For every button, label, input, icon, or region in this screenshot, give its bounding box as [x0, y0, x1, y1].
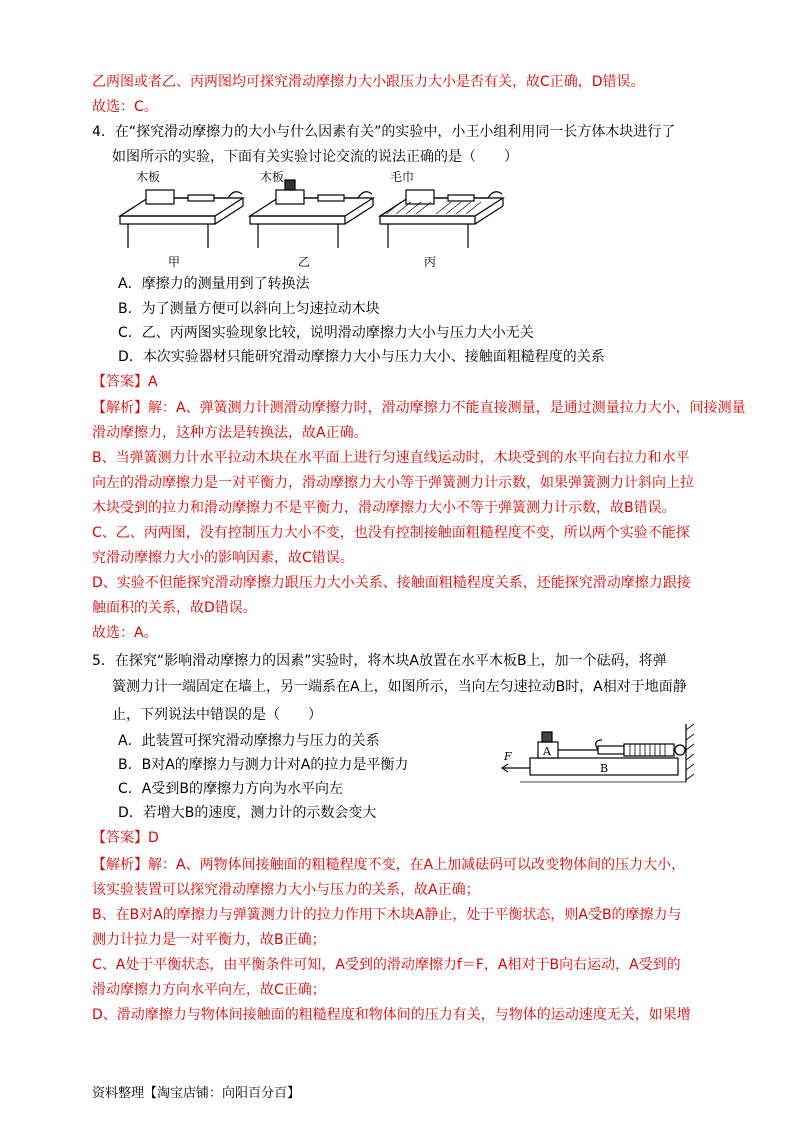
fig4-caption-bing: 丙	[424, 255, 437, 269]
fig4-label-bing-surface: 毛巾	[390, 170, 415, 184]
question-5-answer: 【答案】D	[92, 830, 159, 846]
question-4-explanation: B、当弹簧测力计水平拉动木块在水平面上进行匀速直线运动时，木块受到的水平向右拉力和水平	[92, 450, 690, 466]
friction-experiment-figure	[118, 168, 508, 270]
question-4-option-a: A．摩擦力的测量用到了转换法	[118, 276, 310, 292]
question-5-stem: 5．在探究“影响滑动摩擦力的因素”实验时，将木块A放置在水平木板B上，加一个砝码，将弹	[92, 653, 667, 669]
question-5-stem-cont: 止，下列说法中错误的是（ ）	[112, 707, 322, 723]
question-5-option-a: A．此装置可探究滑动摩擦力与压力的关系	[118, 733, 380, 749]
question-5-explanation: 测力计拉力是一对平衡力，故B正确；	[92, 932, 326, 948]
friction-apparatus-figure	[500, 722, 700, 784]
question-4-explanation: 木块受到的拉力和滑动摩擦力不是平衡力，滑动摩擦力大小不等于弹簧测力计示数，故B错误。	[92, 500, 676, 516]
fig5-label-a: A	[543, 745, 551, 758]
page-footer: 资料整理【淘宝店铺：向阳百分百】	[92, 1086, 301, 1101]
question-4-option-b: B．为了测量方便可以斜向上匀速拉动木块	[118, 301, 380, 317]
fig4-label-yi-surface: 木板	[260, 170, 285, 184]
question-4-explanation: 究滑动摩擦力大小的影响因素，故C错误。	[92, 550, 354, 566]
fig4-caption-jia: 甲	[168, 255, 181, 269]
question-5-stem-cont: 簧测力计一端固定在墙上，另一端系在A上，如图所示，当向左匀速拉动B时，A相对于地面静	[112, 679, 687, 695]
explanation-line: 乙两图或者乙、丙两图均可探究滑动摩擦力大小跟压力大小是否有关，故C正确，D错误。	[92, 74, 645, 90]
question-4-answer: 【答案】A	[92, 374, 158, 390]
fig4-label-jia-surface: 木板	[136, 170, 161, 184]
question-4-option-d: D．本次实验器材只能研究滑动摩擦力大小与压力大小、接触面粗糙程度的关系	[118, 349, 605, 365]
question-5-explanation: 【解析】解：A、两物体间接触面的粗糙程度不变，在A上加减砝码可以改变物体间的压力大小，	[92, 857, 686, 873]
question-5-explanation: 该实验装置可以探究滑动摩擦力大小与压力的关系，故A正确；	[92, 882, 480, 898]
fig5-label-b: B	[600, 762, 609, 775]
question-5-option-b: B．B对A的摩擦力与测力计对A的拉力是平衡力	[118, 757, 409, 773]
question-4-select: 故选：A。	[92, 625, 158, 641]
question-4-stem-cont: 如图所示的实验，下面有关实验讨论交流的说法正确的是（ ）	[112, 149, 518, 165]
question-4-explanation: C、乙、丙两图，没有控制压力大小不变，也没有控制接触面粗糙程度不变，所以两个实验不能探	[92, 525, 690, 541]
question-4-explanation: 向左的滑动摩擦力是一对平衡力，滑动摩擦力大小等于弹簧测力计示数，如果弹簧测力计斜向上拉	[92, 475, 694, 491]
question-4-explanation: 【解析】解：A、弹簧测力计测滑动摩擦力时，滑动摩擦力不能直接测量，是通过测量拉力大小，间接测量	[92, 400, 746, 416]
fig4-caption-yi: 乙	[298, 255, 311, 269]
question-5-explanation: D、滑动摩擦力与物体间接触面的粗糙程度和物体间的压力有关，与物体的运动速度无关，如果增	[92, 1007, 691, 1023]
question-5-option-d: D．若增大B的速度，测力计的示数会变大	[118, 805, 377, 821]
question-4-option-c: C．乙、丙两图实验现象比较，说明滑动摩擦力大小与压力大小无关	[118, 325, 534, 341]
fig5-label-force: F	[504, 750, 512, 763]
question-4-explanation: 触面积的关系，故D错误。	[92, 600, 257, 616]
question-5-explanation: B、在B对A的摩擦力与弹簧测力计的拉力作用下木块A静止，处于平衡状态，则A受B的摩擦力与	[92, 907, 682, 923]
answer-select-line: 故选：C。	[92, 99, 158, 115]
question-4-stem: 4．在“探究滑动摩擦力的大小与什么因素有关”的实验中，小王小组利用同一长方体木块进行了	[92, 124, 676, 140]
question-5-option-c: C．A受到B的摩擦力方向为水平向左	[118, 781, 343, 797]
question-4-explanation: D、实验不但能探究滑动摩擦力跟压力大小关系、接触面粗糙程度关系，还能探究滑动摩擦力跟接	[92, 575, 691, 591]
question-5-explanation: C、A处于平衡状态，由平衡条件可知，A受到的滑动摩擦力f＝F，A相对于B向右运动，A受到的	[92, 957, 681, 973]
question-4-explanation: 滑动摩擦力，这种方法是转换法，故A正确。	[92, 425, 368, 441]
question-5-explanation: 滑动摩擦力方向水平向左，故C正确；	[92, 982, 326, 998]
